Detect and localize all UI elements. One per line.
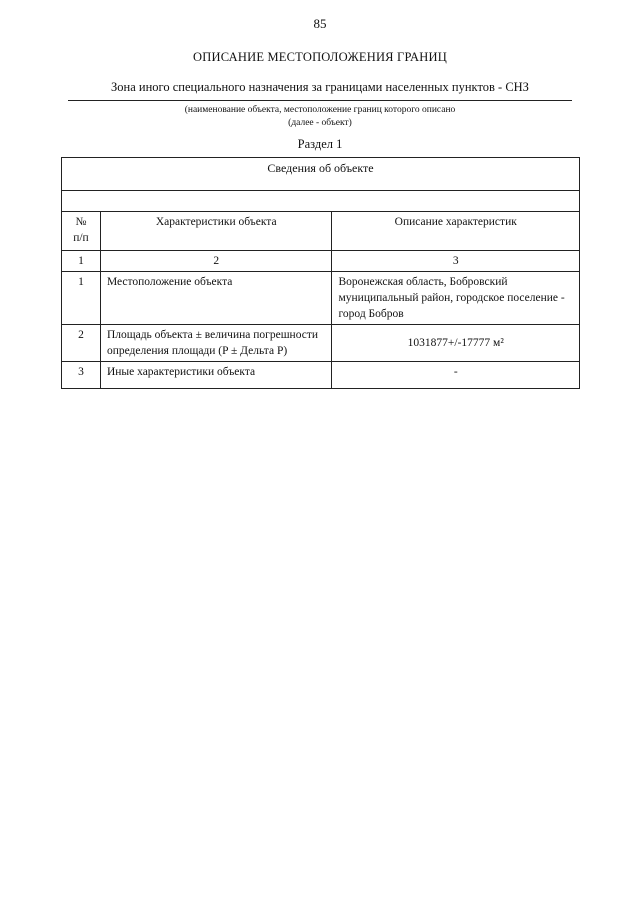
row-description: Воронежская область, Бобровский муниципальный район, городское поселение - город Бобров xyxy=(332,272,580,325)
object-caption xyxy=(0,104,640,130)
table-spacer-row xyxy=(62,191,580,212)
header-characteristic: Характеристики объекта xyxy=(100,212,332,251)
object-name: Зона иного специального назначения за границами населенных пунктов - СНЗ xyxy=(111,80,529,94)
row-number: 2 xyxy=(62,325,101,362)
caption-line-2: (далее - объект) xyxy=(288,118,352,128)
table-header-row xyxy=(62,212,580,251)
table-spacer xyxy=(62,191,580,212)
table-row xyxy=(62,272,580,325)
caption-line-1: (наименование объекта, местоположение границ которого описано xyxy=(184,105,456,115)
table-row xyxy=(62,325,580,362)
underline-divider xyxy=(68,100,572,101)
column-number-3: 3 xyxy=(332,251,580,272)
table-row xyxy=(62,362,580,389)
row-description: - xyxy=(332,362,580,389)
row-description: 1031877+/-17777 м² xyxy=(332,325,580,362)
row-number: 3 xyxy=(62,362,101,389)
row-characteristic: Площадь объекта ± величина погрешности определения площади (P ± Дельта P) xyxy=(100,325,332,362)
header-number: № п/п xyxy=(62,212,101,251)
table-title: Сведения об объекте xyxy=(62,158,580,191)
document-title: ОПИСАНИЕ МЕСТОПОЛОЖЕНИЯ ГРАНИЦ xyxy=(193,50,447,64)
table-title-row xyxy=(62,158,580,191)
row-characteristic: Иные характеристики объекта xyxy=(100,362,332,389)
column-number-2: 2 xyxy=(100,251,332,272)
column-number-row xyxy=(62,251,580,272)
object-info-table xyxy=(61,157,580,389)
row-number: 1 xyxy=(62,272,101,325)
row-characteristic: Местоположение объекта xyxy=(100,272,332,325)
header-description: Описание характеристик xyxy=(332,212,580,251)
section-title: Раздел 1 xyxy=(297,137,343,151)
column-number-1: 1 xyxy=(62,251,101,272)
page-number: 85 xyxy=(313,16,327,31)
